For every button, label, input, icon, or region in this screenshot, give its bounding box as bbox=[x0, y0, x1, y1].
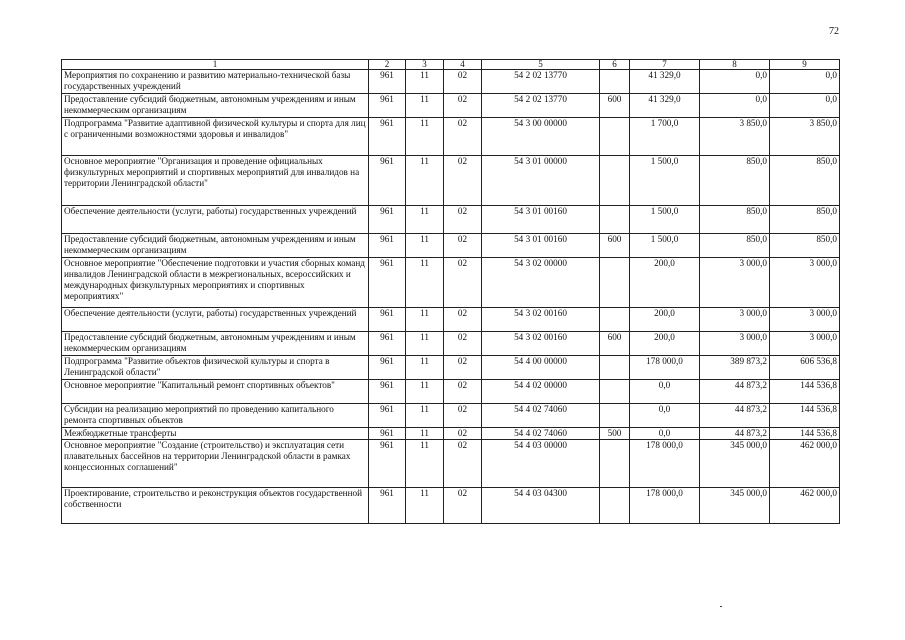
cell-col-8: 850,0 bbox=[700, 156, 770, 206]
column-header-5: 5 bbox=[482, 60, 600, 70]
cell-col-3: 11 bbox=[406, 206, 444, 234]
row-name: Основное мероприятие "Обеспечение подготовки и участия сборных команд инвалидов Ленинградской области в межрегиональных, всероссийских и международных физкультурных мероприятиях и спортивных мероприятиях" bbox=[62, 258, 369, 308]
cell-col-9: 462 000,0 bbox=[770, 440, 840, 488]
cell-col-9: 0,0 bbox=[770, 94, 840, 118]
row-name: Обеспечение деятельности (услуги, работы) государственных учреждений bbox=[62, 206, 369, 234]
cell-col-7: 0,0 bbox=[630, 380, 700, 404]
table-row bbox=[62, 428, 840, 440]
cell-col-7: 178 000,0 bbox=[630, 356, 700, 380]
cell-col-9: 850,0 bbox=[770, 206, 840, 234]
cell-col-9: 3 850,0 bbox=[770, 118, 840, 156]
table-body bbox=[62, 70, 840, 524]
row-name: Проектирование, строительство и реконструкция объектов государственной собственности bbox=[62, 488, 369, 524]
row-name: Предоставление субсидий бюджетным, автономным учреждениям и иным некоммерческим организациям bbox=[62, 332, 369, 356]
table-row bbox=[62, 118, 840, 156]
table-row bbox=[62, 380, 840, 404]
cell-col-6 bbox=[600, 258, 630, 308]
cell-col-3: 11 bbox=[406, 356, 444, 380]
cell-col-9: 3 000,0 bbox=[770, 332, 840, 356]
cell-col-4: 02 bbox=[444, 440, 482, 488]
cell-col-5: 54 3 02 00160 bbox=[482, 308, 600, 332]
cell-col-2: 961 bbox=[369, 94, 406, 118]
row-name: Мероприятия по сохранению и развитию материально-технической базы государственных учреждений bbox=[62, 70, 369, 94]
cell-col-7: 41 329,0 bbox=[630, 70, 700, 94]
cell-col-3: 11 bbox=[406, 156, 444, 206]
table-row bbox=[62, 404, 840, 428]
cell-col-5: 54 3 02 00000 bbox=[482, 258, 600, 308]
cell-col-6 bbox=[600, 488, 630, 524]
cell-col-3: 11 bbox=[406, 234, 444, 258]
cell-col-3: 11 bbox=[406, 70, 444, 94]
cell-col-2: 961 bbox=[369, 380, 406, 404]
cell-col-5: 54 4 03 00000 bbox=[482, 440, 600, 488]
table-row bbox=[62, 234, 840, 258]
cell-col-4: 02 bbox=[444, 380, 482, 404]
table-row bbox=[62, 332, 840, 356]
cell-col-8: 3 850,0 bbox=[700, 118, 770, 156]
column-header-4: 4 bbox=[444, 60, 482, 70]
cell-col-6: 500 bbox=[600, 428, 630, 440]
row-name: Межбюджетные трансферты bbox=[62, 428, 369, 440]
cell-col-4: 02 bbox=[444, 258, 482, 308]
cell-col-3: 11 bbox=[406, 94, 444, 118]
cell-col-2: 961 bbox=[369, 404, 406, 428]
cell-col-4: 02 bbox=[444, 488, 482, 524]
table-row bbox=[62, 70, 840, 94]
table-row bbox=[62, 94, 840, 118]
cell-col-3: 11 bbox=[406, 428, 444, 440]
cell-col-9: 606 536,8 bbox=[770, 356, 840, 380]
cell-col-2: 961 bbox=[369, 70, 406, 94]
cell-col-8: 44 873,2 bbox=[700, 404, 770, 428]
cell-col-7: 1 500,0 bbox=[630, 206, 700, 234]
row-name: Предоставление субсидий бюджетным, автономным учреждениям и иным некоммерческим организациям bbox=[62, 94, 369, 118]
cell-col-8: 345 000,0 bbox=[700, 488, 770, 524]
cell-col-6: 600 bbox=[600, 94, 630, 118]
cell-col-2: 961 bbox=[369, 428, 406, 440]
cell-col-8: 3 000,0 bbox=[700, 258, 770, 308]
column-header-7: 7 bbox=[630, 60, 700, 70]
cell-col-4: 02 bbox=[444, 332, 482, 356]
cell-col-8: 0,0 bbox=[700, 70, 770, 94]
cell-col-6 bbox=[600, 156, 630, 206]
cell-col-4: 02 bbox=[444, 308, 482, 332]
column-header-9: 9 bbox=[770, 60, 840, 70]
row-name: Подпрограмма "Развитие адаптивной физической культуры и спорта для лиц с ограниченными возможностями здоровья и инвалидов" bbox=[62, 118, 369, 156]
cell-col-8: 44 873,2 bbox=[700, 428, 770, 440]
cell-col-5: 54 4 03 04300 bbox=[482, 488, 600, 524]
cell-col-9: 3 000,0 bbox=[770, 258, 840, 308]
column-header-3: 3 bbox=[406, 60, 444, 70]
cell-col-4: 02 bbox=[444, 234, 482, 258]
cell-col-8: 850,0 bbox=[700, 206, 770, 234]
scan-speck bbox=[720, 606, 722, 607]
column-header-8: 8 bbox=[700, 60, 770, 70]
cell-col-7: 0,0 bbox=[630, 428, 700, 440]
cell-col-3: 11 bbox=[406, 332, 444, 356]
cell-col-7: 200,0 bbox=[630, 332, 700, 356]
page-number: 72 bbox=[829, 26, 839, 37]
cell-col-8: 44 873,2 bbox=[700, 380, 770, 404]
cell-col-6 bbox=[600, 206, 630, 234]
cell-col-4: 02 bbox=[444, 206, 482, 234]
cell-col-3: 11 bbox=[406, 380, 444, 404]
table-row bbox=[62, 156, 840, 206]
cell-col-4: 02 bbox=[444, 70, 482, 94]
cell-col-6 bbox=[600, 440, 630, 488]
cell-col-2: 961 bbox=[369, 258, 406, 308]
cell-col-2: 961 bbox=[369, 308, 406, 332]
cell-col-8: 389 873,2 bbox=[700, 356, 770, 380]
table-row bbox=[62, 308, 840, 332]
cell-col-2: 961 bbox=[369, 234, 406, 258]
cell-col-6 bbox=[600, 118, 630, 156]
cell-col-8: 0,0 bbox=[700, 94, 770, 118]
cell-col-5: 54 3 01 00160 bbox=[482, 206, 600, 234]
cell-col-5: 54 4 02 74060 bbox=[482, 428, 600, 440]
cell-col-7: 200,0 bbox=[630, 308, 700, 332]
cell-col-7: 1 500,0 bbox=[630, 234, 700, 258]
table-row bbox=[62, 258, 840, 308]
cell-col-7: 1 700,0 bbox=[630, 118, 700, 156]
cell-col-2: 961 bbox=[369, 206, 406, 234]
cell-col-9: 462 000,0 bbox=[770, 488, 840, 524]
cell-col-6 bbox=[600, 380, 630, 404]
header-row bbox=[62, 60, 840, 70]
cell-col-7: 178 000,0 bbox=[630, 488, 700, 524]
cell-col-8: 3 000,0 bbox=[700, 332, 770, 356]
cell-col-4: 02 bbox=[444, 118, 482, 156]
table-row bbox=[62, 440, 840, 488]
cell-col-9: 850,0 bbox=[770, 234, 840, 258]
cell-col-3: 11 bbox=[406, 308, 444, 332]
cell-col-9: 0,0 bbox=[770, 70, 840, 94]
cell-col-3: 11 bbox=[406, 440, 444, 488]
cell-col-5: 54 2 02 13770 bbox=[482, 70, 600, 94]
cell-col-8: 345 000,0 bbox=[700, 440, 770, 488]
cell-col-2: 961 bbox=[369, 356, 406, 380]
cell-col-6: 600 bbox=[600, 332, 630, 356]
cell-col-9: 144 536,8 bbox=[770, 404, 840, 428]
cell-col-2: 961 bbox=[369, 488, 406, 524]
cell-col-4: 02 bbox=[444, 94, 482, 118]
column-header-2: 2 bbox=[369, 60, 406, 70]
cell-col-5: 54 4 00 00000 bbox=[482, 356, 600, 380]
cell-col-6 bbox=[600, 308, 630, 332]
cell-col-6 bbox=[600, 356, 630, 380]
cell-col-7: 0,0 bbox=[630, 404, 700, 428]
cell-col-6 bbox=[600, 404, 630, 428]
cell-col-5: 54 3 02 00160 bbox=[482, 332, 600, 356]
row-name: Основное мероприятие "Капитальный ремонт спортивных объектов" bbox=[62, 380, 369, 404]
row-name: Основное мероприятие "Создание (строительство) и эксплуатация сети плавательных бассейнов на территории Ленинградской области в рамках концессионных соглашений" bbox=[62, 440, 369, 488]
cell-col-5: 54 2 02 13770 bbox=[482, 94, 600, 118]
cell-col-4: 02 bbox=[444, 356, 482, 380]
cell-col-6: 600 bbox=[600, 234, 630, 258]
table-row bbox=[62, 356, 840, 380]
cell-col-3: 11 bbox=[406, 404, 444, 428]
cell-col-2: 961 bbox=[369, 118, 406, 156]
cell-col-7: 41 329,0 bbox=[630, 94, 700, 118]
cell-col-9: 144 536,8 bbox=[770, 380, 840, 404]
cell-col-9: 3 000,0 bbox=[770, 308, 840, 332]
cell-col-3: 11 bbox=[406, 258, 444, 308]
cell-col-4: 02 bbox=[444, 156, 482, 206]
cell-col-7: 1 500,0 bbox=[630, 156, 700, 206]
cell-col-5: 54 3 01 00160 bbox=[482, 234, 600, 258]
cell-col-2: 961 bbox=[369, 332, 406, 356]
row-name: Подпрограмма "Развитие объектов физической культуры и спорта в Ленинградской области" bbox=[62, 356, 369, 380]
cell-col-7: 200,0 bbox=[630, 258, 700, 308]
cell-col-3: 11 bbox=[406, 118, 444, 156]
cell-col-9: 850,0 bbox=[770, 156, 840, 206]
cell-col-5: 54 3 00 00000 bbox=[482, 118, 600, 156]
column-header-6: 6 bbox=[600, 60, 630, 70]
cell-col-3: 11 bbox=[406, 488, 444, 524]
cell-col-5: 54 4 02 00000 bbox=[482, 380, 600, 404]
cell-col-5: 54 3 01 00000 bbox=[482, 156, 600, 206]
column-header-1: 1 bbox=[62, 60, 369, 70]
cell-col-5: 54 4 02 74060 bbox=[482, 404, 600, 428]
table-row bbox=[62, 206, 840, 234]
cell-col-8: 3 000,0 bbox=[700, 308, 770, 332]
cell-col-2: 961 bbox=[369, 440, 406, 488]
cell-col-4: 02 bbox=[444, 404, 482, 428]
table-row bbox=[62, 488, 840, 524]
cell-col-6 bbox=[600, 70, 630, 94]
row-name: Предоставление субсидий бюджетным, автономным учреждениям и иным некоммерческим организациям bbox=[62, 234, 369, 258]
cell-col-9: 144 536,8 bbox=[770, 428, 840, 440]
cell-col-8: 850,0 bbox=[700, 234, 770, 258]
cell-col-7: 178 000,0 bbox=[630, 440, 700, 488]
row-name: Основное мероприятие "Организация и проведение официальных физкультурных мероприятий и спортивных мероприятий для инвалидов на территории Ленинградской области" bbox=[62, 156, 369, 206]
cell-col-2: 961 bbox=[369, 156, 406, 206]
budget-table bbox=[61, 59, 840, 524]
cell-col-4: 02 bbox=[444, 428, 482, 440]
row-name: Субсидии на реализацию мероприятий по проведению капитального ремонта спортивных объектов bbox=[62, 404, 369, 428]
row-name: Обеспечение деятельности (услуги, работы) государственных учреждений bbox=[62, 308, 369, 332]
